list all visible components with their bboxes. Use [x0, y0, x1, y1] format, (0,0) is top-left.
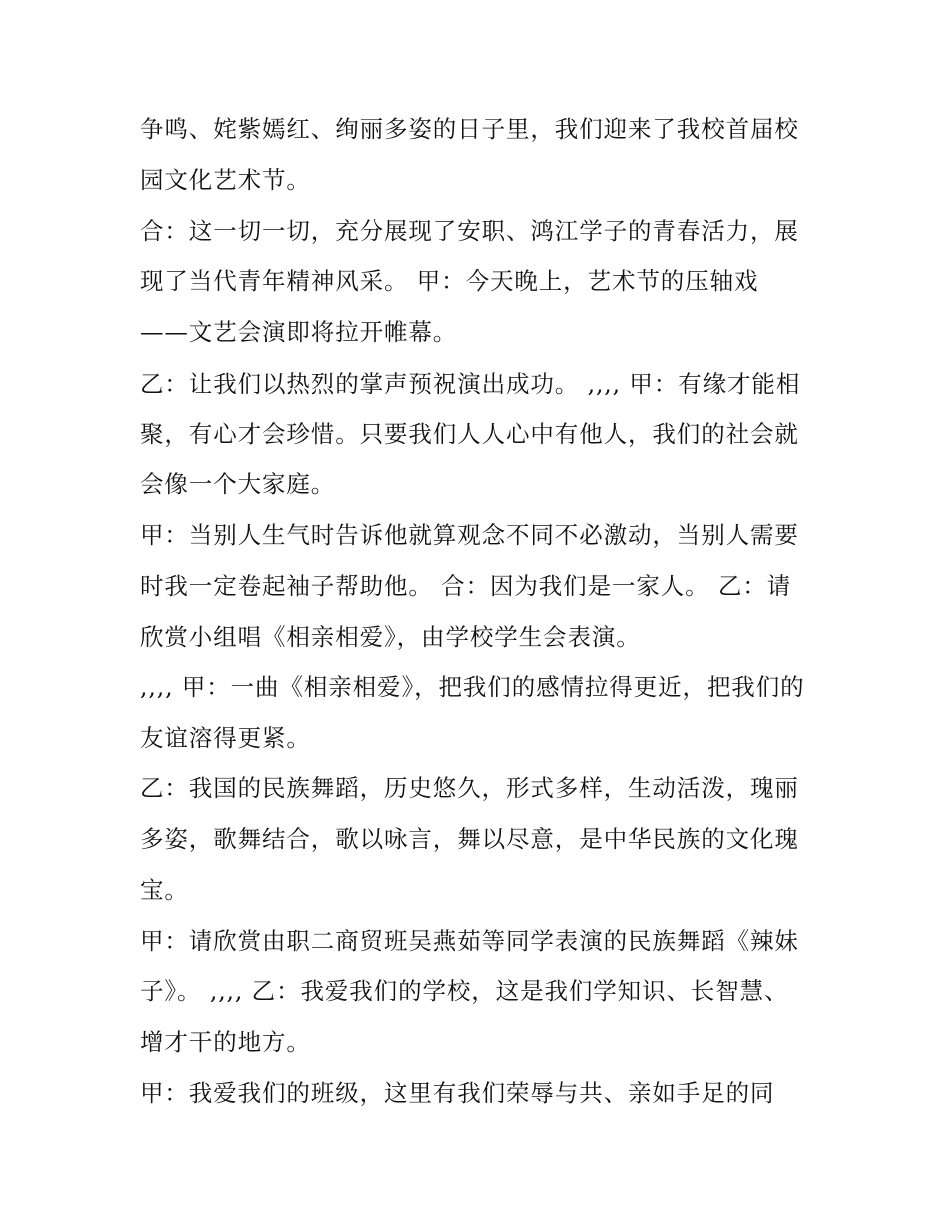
text-line: 宝。: [140, 876, 189, 904]
text-line: 多姿，歌舞结合，歌以咏言，舞以尽意，是中华民族的文化瑰: [140, 825, 799, 853]
text-line: 争鸣、姹紫嫣红、绚丽多姿的日子里，我们迎来了我校首届校: [140, 115, 799, 143]
text-line: 甲：我爱我们的班级，这里有我们荣辱与共、亲如手足的同: [140, 1079, 775, 1107]
text-line: 友谊溶得更紧。: [140, 724, 311, 752]
text-line: ——文艺会演即将拉开帷幕。: [140, 318, 458, 346]
text-line: ,,,, 甲：一曲《相亲相爱》，把我们的感情拉得更近，把我们的: [140, 673, 805, 701]
text-line: 聚，有心才会珍惜。只要我们人人心中有他人，我们的社会就: [140, 420, 799, 448]
text-line: 园文化艺术节。: [140, 166, 311, 194]
text-line: 合：这一切一切，充分展现了安职、鸿江学子的青春活力，展: [140, 217, 799, 245]
text-line: 时我一定卷起袖子帮助他。 合：因为我们是一家人。 乙：请: [140, 572, 792, 600]
text-line: 乙：让我们以热烈的掌声预祝演出成功。 ,,,, 甲：有缘才能相: [140, 370, 801, 398]
text-line: 甲：请欣赏由职二商贸班吴燕茹等同学表演的民族舞蹈《辣妹: [140, 927, 799, 955]
text-line: 增才干的地方。: [140, 1028, 311, 1056]
text-line: 会像一个大家庭。: [140, 470, 336, 498]
text-line: 现了当代青年精神风采。 甲：今天晚上，艺术节的压轴戏: [140, 267, 759, 295]
text-line: 欣赏小组唱《相亲相爱》，由学校学生会表演。: [140, 623, 641, 651]
text-line: 乙：我国的民族舞蹈，历史悠久，形式多样，生动活泼，瑰丽: [140, 774, 799, 802]
text-line: 甲：当别人生气时告诉他就算观念不同不必激动，当别人需要: [140, 521, 799, 549]
text-line: 子》。 ,,,, 乙：我爱我们的学校，这是我们学知识、长智慧、: [140, 977, 789, 1005]
